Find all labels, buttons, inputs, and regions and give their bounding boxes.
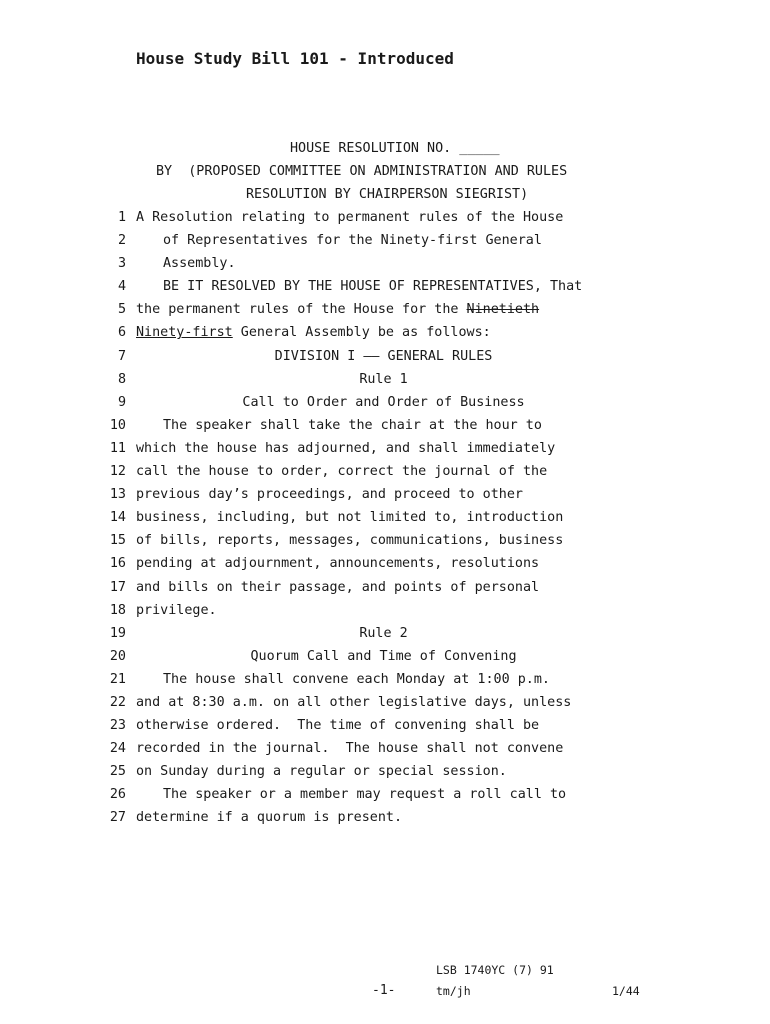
body-line xyxy=(0,298,770,321)
line-number: 25 xyxy=(109,764,126,780)
line-text: determine if a quorum is present. xyxy=(136,810,403,826)
line-text: A Resolution relating to permanent rules of the House xyxy=(136,210,564,225)
line-number: 17 xyxy=(109,579,126,595)
line-number: 13 xyxy=(109,487,126,503)
line-text: recorded in the journal. The house shall not convene xyxy=(136,741,564,757)
line-text-after-insert: General Assembly be as follows: xyxy=(232,325,491,341)
body-line xyxy=(0,460,770,483)
line-number: 14 xyxy=(109,510,126,526)
line-text: Assembly. xyxy=(163,256,236,272)
body-line xyxy=(0,645,770,668)
line-text: privilege. xyxy=(136,602,217,618)
line-number: 9 xyxy=(117,394,126,410)
line-text: previous day’s proceedings, and proceed to other xyxy=(136,487,523,503)
body-line xyxy=(0,599,770,622)
body-line xyxy=(0,321,770,344)
body-line xyxy=(0,229,770,252)
body-line xyxy=(0,529,770,552)
body-line xyxy=(0,576,770,599)
body-line xyxy=(0,783,770,806)
body-line xyxy=(0,414,770,437)
line-text: call the house to order, correct the journal of the xyxy=(136,464,548,480)
body-line xyxy=(0,622,770,645)
inserted-text: Ninety-first xyxy=(136,325,233,341)
line-text: and at 8:30 a.m. on all other legislative days, unless xyxy=(136,694,572,710)
line-number: 24 xyxy=(109,741,126,757)
sponsor-line-continued xyxy=(0,183,770,206)
body-line xyxy=(0,806,770,829)
line-number: 23 xyxy=(109,718,126,734)
line-number: 15 xyxy=(109,533,126,549)
body-line xyxy=(0,506,770,529)
line-number: 1 xyxy=(117,210,126,225)
body-line xyxy=(0,345,770,368)
resolution-number xyxy=(0,137,770,160)
sponsor-line-continued-text: RESOLUTION BY CHAIRPERSON SIEGRIST) xyxy=(246,187,529,202)
line-text: on Sunday during a regular or special session. xyxy=(136,764,507,780)
rule-title: Quorum Call and Time of Convening xyxy=(250,648,517,664)
line-number: 8 xyxy=(117,371,126,387)
line-number: 7 xyxy=(117,348,126,364)
line-number: 27 xyxy=(109,810,126,826)
body-line xyxy=(0,368,770,391)
body-line xyxy=(0,252,770,275)
line-text: otherwise ordered. The time of convening shall be xyxy=(136,718,540,734)
line-number: 16 xyxy=(109,556,126,572)
line-number: 18 xyxy=(109,602,126,618)
line-number: 2 xyxy=(117,233,126,249)
line-number: 4 xyxy=(117,279,126,295)
line-number: 12 xyxy=(109,464,126,480)
footer-page-count: 1/44 xyxy=(612,984,640,998)
body-line xyxy=(0,437,770,460)
line-text: The speaker shall take the chair at the hour to xyxy=(163,417,542,433)
rule-title: Call to Order and Order of Business xyxy=(242,394,525,410)
line-text-before-strike: the permanent rules of the House for the xyxy=(136,302,467,318)
line-number: 5 xyxy=(117,302,126,318)
rule-heading: Rule 1 xyxy=(359,371,408,387)
line-number: 22 xyxy=(109,694,126,710)
line-text: of Representatives for the Ninety-first General xyxy=(163,233,542,249)
footer-page-number: -1- xyxy=(372,983,396,998)
body-line xyxy=(0,760,770,783)
line-text: pending at adjournment, announcements, resolutions xyxy=(136,556,540,572)
document-title: House Study Bill 101 - Introduced xyxy=(136,49,454,68)
body-line xyxy=(0,206,770,229)
body-line xyxy=(0,691,770,714)
division-heading: DIVISION I —— GENERAL RULES xyxy=(274,348,493,364)
line-text: BE IT RESOLVED BY THE HOUSE OF REPRESENTATIVES, That xyxy=(163,279,583,295)
body-line xyxy=(0,275,770,298)
line-number: 20 xyxy=(109,648,126,664)
line-number: 3 xyxy=(117,256,126,272)
line-text xyxy=(136,298,539,321)
body-line xyxy=(0,668,770,691)
sponsor-line-text: BY (PROPOSED COMMITTEE ON ADMINISTRATION AND RULES xyxy=(156,164,568,179)
body-line xyxy=(0,552,770,575)
line-text: The speaker or a member may request a roll call to xyxy=(163,787,567,803)
resolution-body xyxy=(0,206,770,830)
rule-heading: Rule 2 xyxy=(359,625,408,641)
line-number: 21 xyxy=(109,671,126,687)
line-text: of bills, reports, messages, communications, business xyxy=(136,533,564,549)
line-number: 10 xyxy=(109,417,126,433)
body-line xyxy=(0,737,770,760)
line-number: 11 xyxy=(109,440,126,456)
line-text: which the house has adjourned, and shall immediately xyxy=(136,440,556,456)
struck-text: Ninetieth xyxy=(466,302,540,318)
footer-initials: tm/jh xyxy=(436,984,471,998)
body-line xyxy=(0,483,770,506)
line-text: and bills on their passage, and points of personal xyxy=(136,579,540,595)
footer-lsb-number: LSB 1740YC (7) 91 xyxy=(436,963,554,977)
line-text xyxy=(136,321,491,344)
sponsor-line xyxy=(0,160,770,183)
body-line xyxy=(0,714,770,737)
body-line xyxy=(0,391,770,414)
line-text: business, including, but not limited to, introduction xyxy=(136,510,564,526)
line-text: The house shall convene each Monday at 1:00 p.m. xyxy=(163,671,550,687)
line-number: 19 xyxy=(109,625,126,641)
line-number: 6 xyxy=(117,325,126,341)
line-number: 26 xyxy=(109,787,126,803)
resolution-number-text: HOUSE RESOLUTION NO. _____ xyxy=(290,141,500,156)
